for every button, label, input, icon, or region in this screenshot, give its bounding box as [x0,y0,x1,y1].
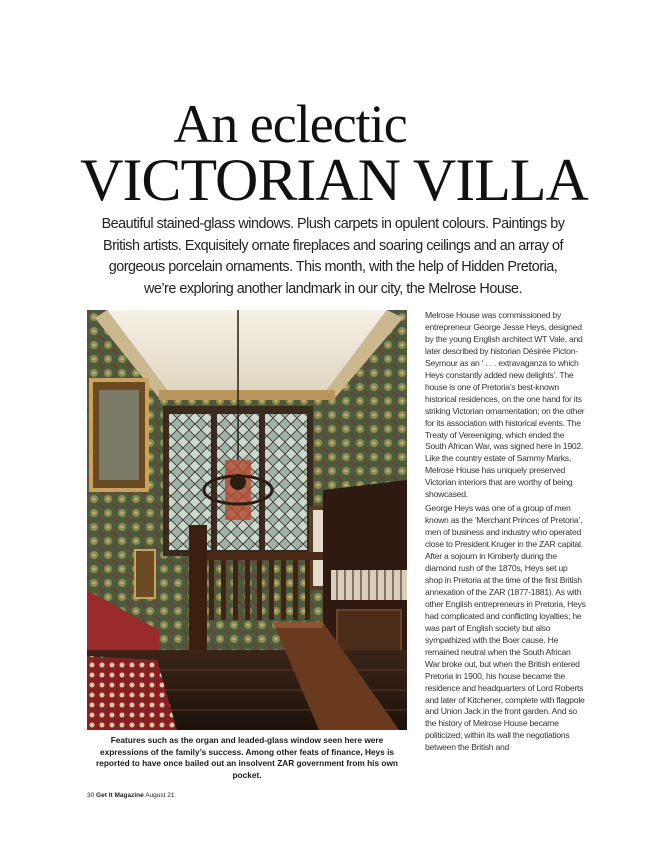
article-standfirst: Beautiful stained-glass windows. Plush carpets in opulent colours. Paintings by British artists. Exquisitely ornate fireplaces and soaring ceilings and an array of gorgeous porcelain ornaments. This month, with the help of Hidden Pretoria, we’re exploring another landmark in our city, the Melrose House. [101,216,565,297]
page-number: 30 [87,792,95,799]
issue-date: August 21 [145,792,175,799]
page-footer [87,792,174,799]
photo-caption: Features such as the organ and leaded-glass window seen here were expressions of the family’s success. Among other feats of finance, Heys is reported to have once bailed out an insolvent ZAR government from his own pocket. [96,735,398,780]
body-paragraph: George Heys was one of a group of men known as the ‘Merchant Princes of Pretoria’, men of business and industry who operated close to President Kruger in the ZAR capital. After a sojourn in Kimberly during the diamond rush of the 1870s, Heys set up shop in Pretoria at the time of the first British annexation of the ZAR (1877-1881). As with other English entrepreneurs in Pretoria, Heys had complicated and conflicting loyalties; he was part of English society but also sympathized with the Boer cause. He remained neutral when the South African War broke out, but when the British entered Pretoria in 1900, his house became the residence and headquarters of Lord Roberts and later of Kitchener, complete with flagpole and Union Jack in the front garden. And so the history of Melrose House became politicized; within its wall the negotiations between the British and [425,503,586,753]
magazine-name: Get It Magazine [96,792,144,799]
article-title-line2: VICTORIAN VILLA [80,147,588,213]
body-paragraph: Melrose House was commissioned by entrepreneur George Jesse Heys, designed by the young English architect WT Vale, and later described by historian Désirée Picton-Seymour as an ‘ . . . extravaganza to which Heys constantly added new delights’. The house is one of Pretoria’s best-known historical residences, on the one hand for its striking Victorian ornamentation; on the other for its association with historical events. The Treaty of Vereeniging, which ended the South African War, was signed here in 1902. Like the country estate of Sammy Marks, Melrose House has uniquely preserved Victorian interiors that are worthy of being showcased. [425,310,585,500]
article-title-line1: An eclectic [173,94,407,154]
article-photo [87,310,407,730]
body-text-column [425,310,587,756]
